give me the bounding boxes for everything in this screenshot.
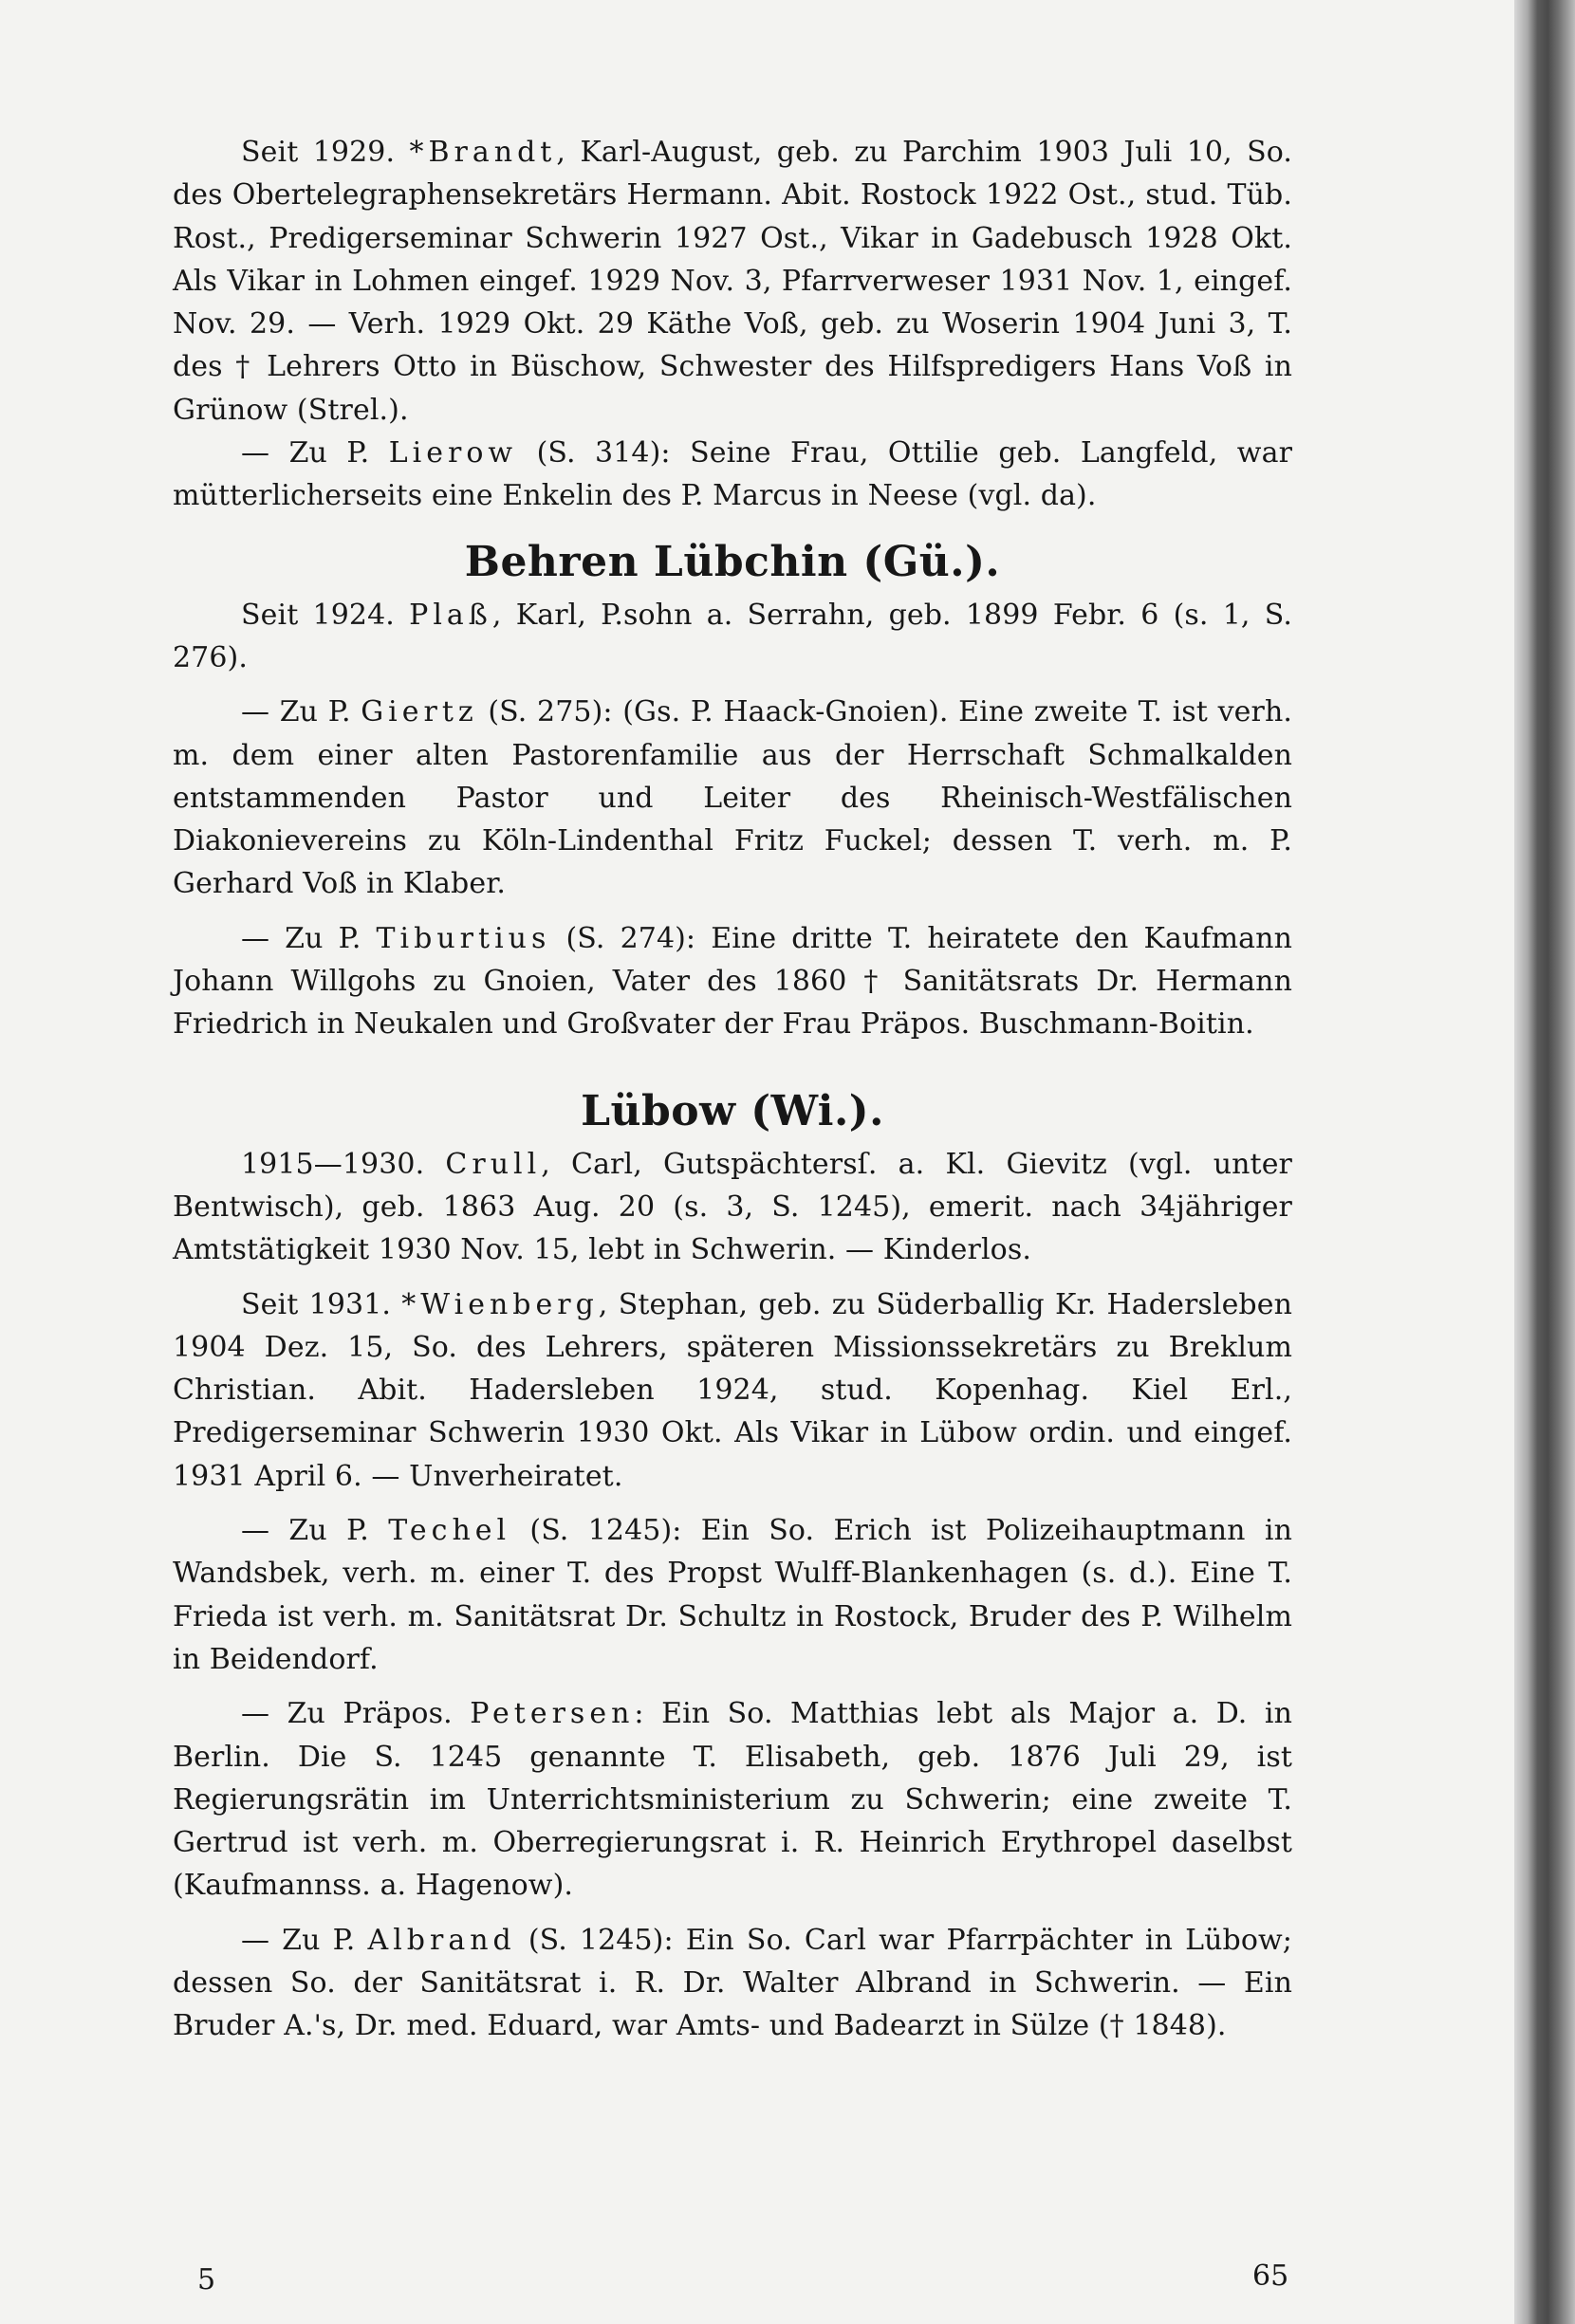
section-heading-behren-luebchin: Behren Lübchin (Gü.). — [464, 537, 1001, 586]
entry-plass — [173, 594, 1292, 680]
entry-lead: — Zu P. — [241, 695, 361, 729]
entry-lead: Seit 1931. — [241, 1287, 402, 1321]
note-tiburtius — [173, 917, 1292, 1046]
entry-lead: Seit 1929. — [241, 136, 410, 169]
pastor-name: Plaß — [409, 598, 492, 632]
text-block — [173, 131, 1292, 2048]
entry-crull — [173, 1143, 1292, 1272]
pastor-name: *Wienberg — [401, 1287, 599, 1321]
entry-text: (S. 314): Seine Frau, Ottilie geb. Langfeld, war mütterlicherseits eine Enkelin des P. Marcus in Neese (vgl. da). — [173, 436, 1293, 513]
pastor-name: Giertz — [361, 695, 478, 729]
pastor-name: Tiburtius — [376, 921, 551, 955]
entry-lead: 1915—1930. — [241, 1147, 446, 1181]
entry-text: (S. 274): Eine dritte T. heiratete den Kaufmann Johann Willgohs zu Gnoien, Vater des 1860 † Sanitätsrats Dr. Hermann Friedrich in Neukalen und Großvater der Frau Präpos. Buschmann-Boitin. — [173, 921, 1293, 1042]
page-number: 65 — [1252, 2259, 1289, 2293]
entry-text: , Carl, Gutspächtersſ. a. Kl. Gievitz (vgl. unter Bentwisch), geb. 1863 Aug. 20 (s. 3, S. 1245), emerit. nach 34jähriger Amtstätigkeit 1930 Nov. 15, lebt in Schwerin. — Kinderlos. — [173, 1147, 1292, 1267]
entry-wienberg — [173, 1283, 1292, 1498]
entry-lead: — Zu P. — [241, 921, 377, 955]
entry-lead: — Zu P. — [241, 1923, 368, 1957]
note-albrand — [173, 1919, 1292, 2048]
note-techel — [173, 1509, 1292, 1681]
entry-text: , Karl, P.sohn a. Serrahn, geb. 1899 Febr. 6 (s. 1, S. 276). — [173, 598, 1292, 674]
pastor-name: Albrand — [367, 1923, 516, 1957]
note-petersen — [173, 1692, 1292, 1907]
entry-lead: — Zu P. — [241, 1514, 389, 1548]
pastor-name: Lierow — [388, 436, 518, 470]
entry-text: : Ein So. Matthias lebt als Major a. D. in Berlin. Die S. 1245 genannte T. Elisabeth, geb. 1876 Juli 29, ist Regierungsrätin im Unterrichtsministerium zu Schwerin; eine zweite T. Gertrud ist verh. m. Oberregierungsrat i. R. Heinrich Erythropel daselbst (Kaufmannss. a. Hagenow). — [173, 1697, 1293, 1903]
entry-text: , Stephan, geb. zu Süderballig Kr. Hadersleben 1904 Dez. 15, So. des Lehrers, späteren Missionssekretärs zu Breklum Christian. Abit. Hadersleben 1924, stud. Kopenhag. Kiel Erl., Predigerseminar Schwerin 1930 Okt. Als Vikar in Lübow ordin. und eingef. 1931 April 6. — Unverheiratet. — [173, 1287, 1293, 1493]
pastor-name: *Brandt — [409, 136, 557, 169]
note-lierow — [173, 432, 1292, 518]
entry-text: (S. 1245): Ein So. Erich ist Polizeihauptmann in Wandsbek, verh. m. einer T. des Propst Wulff-Blankenhagen (s. d.). Eine T. Frieda ist verh. m. Sanitätsrat Dr. Schultz in Rostock, Bruder des P. Wilhelm in Beidendorf. — [173, 1514, 1292, 1676]
entry-lead: — Zu P. — [241, 436, 389, 470]
pastor-name: Crull — [445, 1147, 542, 1181]
signature-mark: 5 — [197, 2263, 216, 2296]
pastor-name: Petersen — [470, 1697, 635, 1731]
entry-lead: Seit 1924. — [241, 598, 410, 632]
section-heading-luebow: Lübow (Wi.). — [581, 1086, 884, 1135]
entry-brandt — [173, 131, 1292, 432]
book-binding-edge — [1514, 0, 1575, 2324]
entry-text: , Karl-August, geb. zu Parchim 1903 Juli 10, So. des Obertelegraphensekretärs Hermann. Abit. Rostock 1922 Ost., stud. Tüb. Rost., Predigerseminar Schwerin 1927 Ost., Vikar in Gadebusch 1928 Okt. Als Vikar in Lohmen eingef. 1929 Nov. 3, Pfarrverweser 1931 Nov. 1, eingef. Nov. 29. — Verh. 1929 Okt. 29 Käthe Voß, geb. zu Woserin 1904 Juni 3, T. des † Lehrers Otto in Büschow, Schwester des Hilfspredigers Hans Voß in Grünow (Strel.). — [173, 136, 1292, 427]
pastor-name: Techel — [388, 1514, 511, 1548]
entry-lead: — Zu Präpos. — [241, 1697, 471, 1731]
entry-text: (S. 1245): Ein So. Carl war Pfarrpächter in Lübow; dessen So. der Sanitätsrat i. R. Dr. Walter Albrand in Schwerin. — Ein Bruder A.'s, Dr. med. Eduard, war Amts- und Badearzt in Sülze († 1848). — [173, 1923, 1293, 2043]
entry-text: (S. 275): (Gs. P. Haack-Gnoien). Eine zweite T. ist verh. m. dem einer alten Pastorenfamilie aus der Herrschaft Schmalkalden entstammenden Pastor und Leiter des Rheinisch-Westfälischen Diakonievereins zu Köln-Lindenthal Fritz Fuckel; dessen T. verh. m. P. Gerhard Voß in Klaber. — [173, 695, 1292, 901]
note-giertz — [173, 691, 1292, 905]
